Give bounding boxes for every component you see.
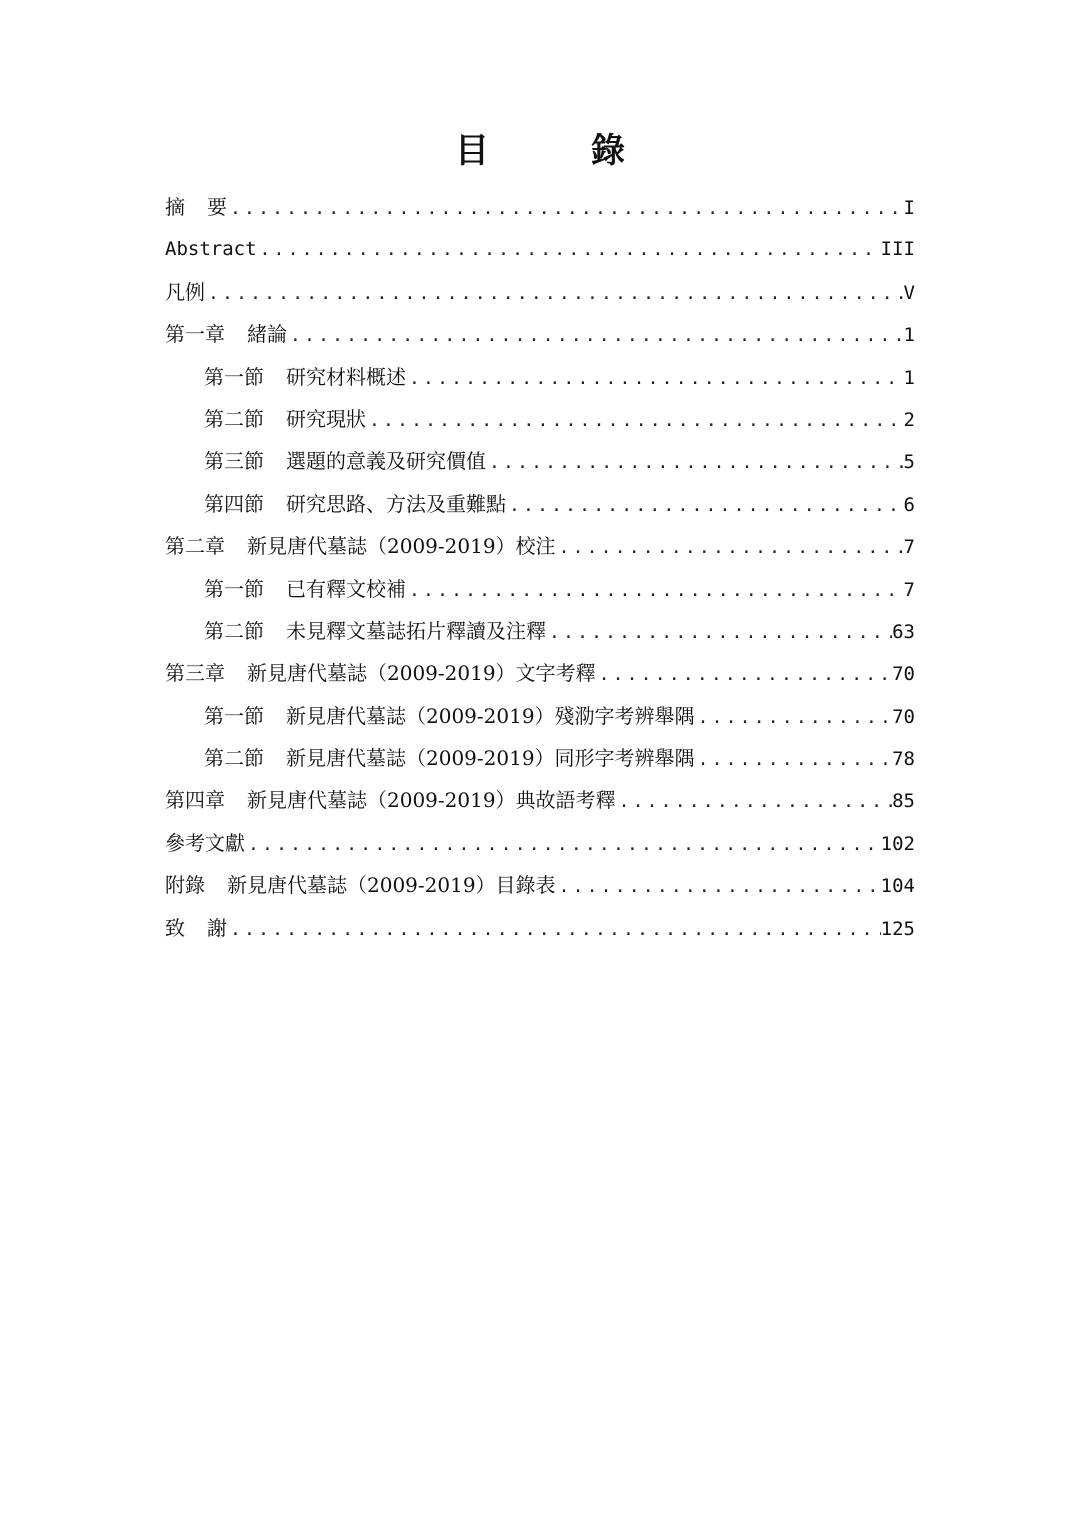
toc-entry-text: 凡例 bbox=[165, 279, 205, 304]
toc-leader-dots bbox=[406, 358, 904, 400]
toc-entry-prefix: 第一節 bbox=[204, 364, 264, 389]
toc-entry[interactable] bbox=[165, 228, 915, 270]
toc-entry-text: 已有釋文校補 bbox=[286, 576, 406, 601]
toc-entry-prefix: 第四節 bbox=[204, 491, 264, 516]
toc-leader-dots bbox=[486, 442, 904, 484]
toc-entry[interactable] bbox=[165, 610, 915, 652]
toc-leader-dots bbox=[695, 739, 893, 781]
page-title: 目 錄 bbox=[455, 131, 659, 171]
toc-entry[interactable] bbox=[165, 313, 915, 355]
toc-entry-text: 新見唐代墓誌（2009-2019）目錄表 bbox=[227, 873, 556, 898]
toc-entry-prefix: 第二章 bbox=[165, 534, 225, 559]
toc-entry[interactable] bbox=[165, 695, 915, 737]
toc-entry[interactable] bbox=[165, 652, 915, 694]
toc-entry-label bbox=[165, 271, 205, 313]
toc-entry-text: 選題的意義及研究價值 bbox=[286, 449, 486, 474]
toc-entry[interactable] bbox=[165, 822, 915, 864]
toc-leader-dots bbox=[205, 273, 904, 315]
toc-leader-dots bbox=[596, 654, 893, 696]
toc-entry-text: 未見釋文墓誌拓片釋讀及注釋 bbox=[286, 618, 546, 643]
toc-page-number: 78 bbox=[892, 748, 915, 771]
toc-leader-dots bbox=[506, 485, 904, 527]
toc-page-number: 5 bbox=[903, 451, 915, 474]
toc-entry[interactable] bbox=[165, 779, 915, 821]
toc-leader-dots bbox=[227, 188, 904, 230]
toc-page-number: 125 bbox=[880, 917, 915, 940]
toc-page-number: 1 bbox=[903, 366, 915, 389]
toc-page-number: 6 bbox=[903, 493, 915, 516]
toc-entry-label bbox=[204, 695, 695, 737]
toc-entry[interactable] bbox=[165, 398, 915, 440]
toc-entry-label bbox=[165, 864, 556, 906]
toc-entry-label bbox=[204, 356, 406, 398]
toc-page-number: 2 bbox=[903, 408, 915, 431]
toc-leader-dots bbox=[245, 824, 881, 866]
toc-page-number: 70 bbox=[892, 705, 915, 728]
toc-entry-prefix: 第三節 bbox=[204, 449, 264, 474]
toc-entry-text: Abstract bbox=[165, 238, 257, 261]
toc-leader-dots bbox=[546, 612, 892, 654]
toc-entry[interactable] bbox=[165, 737, 915, 779]
toc-leader-dots bbox=[616, 781, 893, 823]
toc-entry-prefix: 第一節 bbox=[204, 576, 264, 601]
toc-entry[interactable] bbox=[165, 864, 915, 906]
toc-entry-text: 新見唐代墓誌（2009-2019）文字考釋 bbox=[247, 661, 596, 686]
toc-entry[interactable] bbox=[165, 440, 915, 482]
toc-entry-text: 研究材料概述 bbox=[286, 364, 406, 389]
toc-entry-label bbox=[165, 525, 556, 567]
toc-leader-dots bbox=[227, 909, 881, 951]
toc-entry-label bbox=[204, 610, 546, 652]
toc-page-number: 1 bbox=[903, 324, 915, 347]
toc-entry-label bbox=[165, 779, 616, 821]
toc-entry-text: 參考文獻 bbox=[165, 830, 245, 855]
toc-entry-prefix: 摘 bbox=[165, 195, 185, 219]
toc-page-number: V bbox=[903, 281, 915, 304]
toc-leader-dots bbox=[556, 866, 881, 908]
toc-entry-prefix: 附錄 bbox=[165, 873, 205, 898]
toc-page-number: 7 bbox=[903, 536, 915, 559]
toc-entry-prefix: 第一章 bbox=[165, 322, 225, 347]
table-of-contents bbox=[165, 186, 915, 949]
toc-entry-text: 緒論 bbox=[247, 322, 287, 347]
toc-page-number: 85 bbox=[892, 790, 915, 813]
toc-entry-prefix: 第三章 bbox=[165, 661, 225, 686]
toc-entry[interactable] bbox=[165, 525, 915, 567]
toc-entry-text: 新見唐代墓誌（2009-2019）典故語考釋 bbox=[247, 788, 616, 813]
toc-entry-label bbox=[204, 737, 695, 779]
toc-leader-dots bbox=[257, 229, 881, 271]
toc-entry-text: 研究思路、方法及重難點 bbox=[286, 491, 506, 516]
toc-entry-label bbox=[204, 568, 406, 610]
toc-entry-label bbox=[165, 822, 245, 864]
toc-leader-dots bbox=[695, 697, 893, 739]
toc-entry-label bbox=[165, 652, 596, 694]
toc-entry-prefix: 第四章 bbox=[165, 788, 225, 813]
toc-entry-prefix: 第一節 bbox=[204, 703, 264, 728]
toc-page-number: 102 bbox=[880, 832, 915, 855]
toc-page-number: 70 bbox=[892, 663, 915, 686]
toc-entry-prefix: 致 bbox=[165, 915, 185, 940]
toc-entry-text: 新見唐代墓誌（2009-2019）殘泐字考辨舉隅 bbox=[286, 703, 695, 728]
toc-page-number: 104 bbox=[880, 875, 915, 898]
toc-leader-dots bbox=[366, 400, 904, 442]
toc-entry-label bbox=[204, 440, 486, 482]
toc-entry-prefix: 第二節 bbox=[204, 618, 264, 643]
toc-entry-label bbox=[204, 483, 506, 525]
toc-entry[interactable] bbox=[165, 186, 915, 228]
toc-page-number: I bbox=[903, 197, 915, 219]
toc-entry[interactable] bbox=[165, 356, 915, 398]
toc-entry-text: 謝 bbox=[207, 915, 227, 940]
toc-entry-label bbox=[204, 398, 366, 440]
toc-entry-label bbox=[165, 313, 287, 355]
toc-entry[interactable] bbox=[165, 271, 915, 313]
toc-page-number: III bbox=[880, 238, 915, 261]
toc-entry[interactable] bbox=[165, 568, 915, 610]
toc-page-number: 63 bbox=[892, 620, 915, 643]
toc-entry-prefix: 第二節 bbox=[204, 406, 264, 431]
toc-entry[interactable] bbox=[165, 907, 915, 949]
toc-entry-text: 新見唐代墓誌（2009-2019）校注 bbox=[247, 534, 556, 559]
toc-page-number: 7 bbox=[903, 578, 915, 601]
toc-leader-dots bbox=[406, 570, 904, 612]
toc-entry-text: 要 bbox=[207, 195, 227, 219]
toc-entry-label bbox=[165, 186, 227, 228]
toc-entry[interactable] bbox=[165, 483, 915, 525]
toc-entry-label bbox=[165, 228, 257, 270]
toc-leader-dots bbox=[287, 315, 904, 357]
toc-leader-dots bbox=[556, 527, 904, 569]
toc-entry-text: 研究現狀 bbox=[286, 406, 366, 431]
toc-entry-prefix: 第二節 bbox=[204, 746, 264, 771]
toc-entry-text: 新見唐代墓誌（2009-2019）同形字考辨舉隅 bbox=[286, 746, 695, 771]
toc-entry-label bbox=[165, 907, 227, 949]
